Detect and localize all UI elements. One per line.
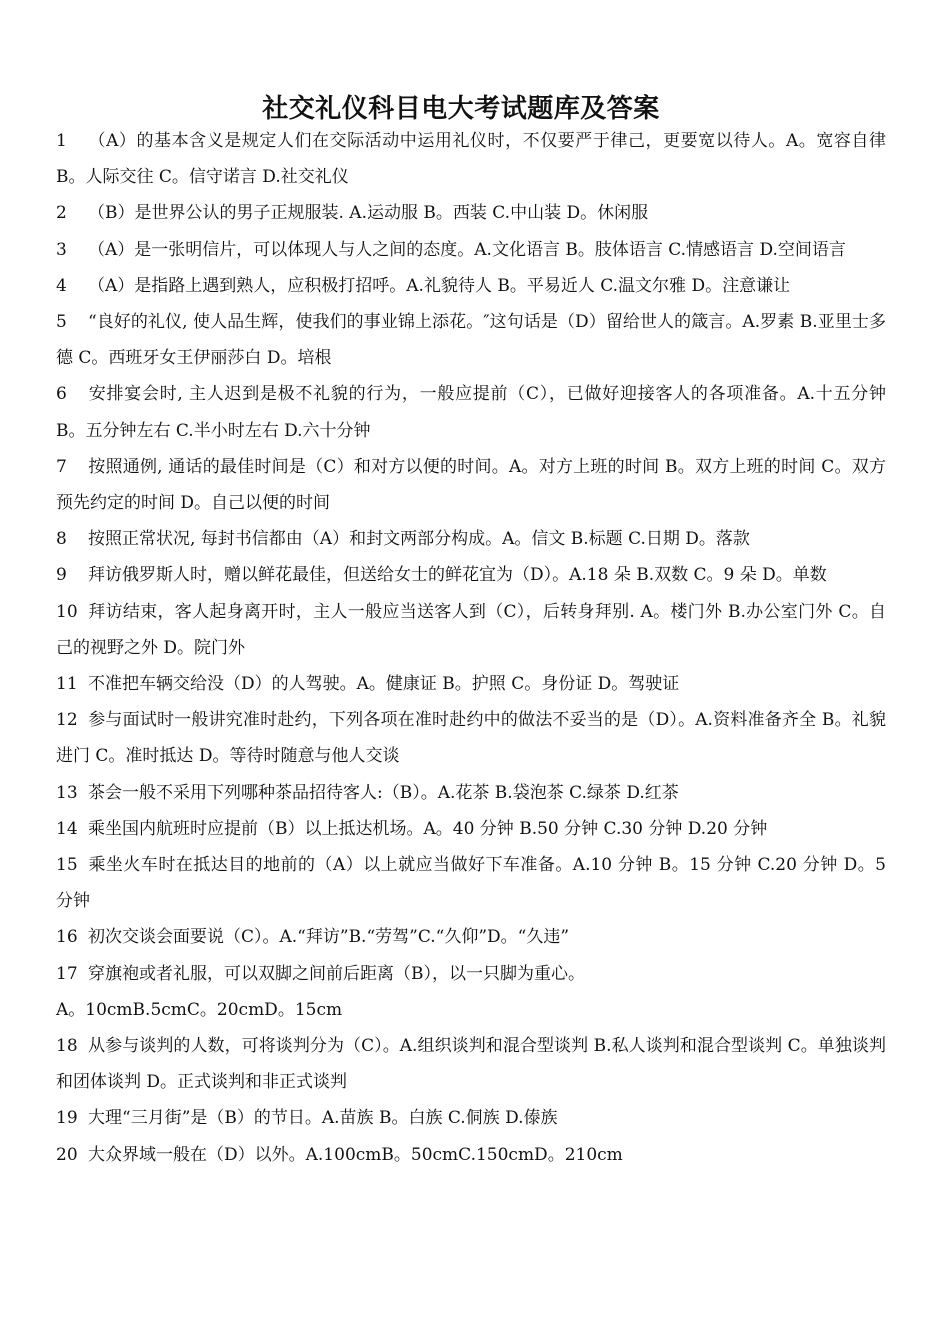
question-item [56, 847, 886, 919]
question-text: 乘坐火车时在抵达目的地前的（A）以上就应当做好下车准备。A.10 分钟 B。15 分钟 C.20 分钟 D。5 分钟 [56, 855, 886, 912]
question-text: 按照通例, 通话的最佳时间是（C）和对方以便的时间。A。对方上班的时间 B。双方上班的时间 C。双方预先约定的时间 D。自己以便的时间 [56, 456, 886, 514]
question-item [56, 521, 886, 557]
document-title: 社交礼仪科目电大考试题库及答案 [262, 94, 660, 124]
question-item [56, 449, 886, 521]
question-number: 14 [56, 818, 78, 839]
question-item [56, 811, 886, 847]
question-number: 16 [56, 927, 78, 948]
question-item [56, 919, 886, 955]
question-text: 从参与谈判的人数，可将谈判分为（C）。A.组织谈判和混合型谈判 B.私人谈判和混合型谈判 C。单独谈判和团体谈判 D。正式谈判和非正式谈判 [56, 1036, 886, 1093]
question-number: 9 [56, 565, 67, 586]
question-text: 拜访俄罗斯人时，赠以鲜花最佳，但送给女士的鲜花宜为（D）。A.18 朵 B.双数 C。9 朵 D。单数 [88, 565, 827, 586]
question-item [56, 195, 886, 231]
question-number: 6 [56, 384, 67, 405]
question-number: 17 [56, 963, 78, 984]
question-text: 穿旗袍或者礼服，可以双脚之间前后距离（B），以一只脚为重心。 [88, 963, 585, 984]
question-text: （A）的基本含义是规定人们在交际活动中运用礼仪时，不仅要严于律己，更要宽以待人。A。宽容自律 B。人际交往 C。信守诺言 D.社交礼仪 [56, 131, 886, 188]
question-text: 大理“三月街”是（B）的节日。A.苗族 B。白族 C.侗族 D.傣族 [88, 1108, 558, 1129]
question-text: 大众界域一般在（D）以外。A.100cmB。50cmC.150cmD。210cm [88, 1144, 623, 1165]
question-item [56, 304, 886, 376]
question-text: （A）是一张明信片，可以体现人与人之间的态度。A.文化语言 B。肢体语言 C.情感语言 D.空间语言 [88, 239, 846, 260]
question-text: A。10cmB.5cmC。20cmD。15cm [56, 999, 343, 1020]
question-item [56, 702, 886, 774]
question-number: 11 [56, 674, 78, 695]
question-item [56, 775, 886, 811]
question-number: 18 [56, 1036, 78, 1057]
question-text: 不准把车辆交给没（D）的人驾驶。A。健康证 B。护照 C。身份证 D。驾驶证 [88, 674, 680, 695]
question-item [56, 956, 886, 992]
question-item [56, 376, 886, 448]
question-number: 20 [56, 1144, 78, 1165]
question-text: 乘坐国内航班时应提前（B）以上抵达机场。A。40 分钟 B.50 分钟 C.30 分钟 D.20 分钟 [88, 818, 768, 839]
question-number: 5 [56, 312, 67, 333]
question-number: 13 [56, 782, 78, 803]
question-text: 安排宴会时, 主人迟到是极不礼貌的行为，一般应提前（C），已做好迎接客人的各项准备。A.十五分钟 B。五分钟左右 C.半小时左右 D.六十分钟 [56, 384, 886, 441]
question-text: 初次交谈会面要说（C）。A.“拜访”B.“劳驾”C.“久仰”D。“久违” [88, 927, 570, 948]
question-item [56, 992, 886, 1028]
question-number: 19 [56, 1108, 78, 1129]
question-text: （B）是世界公认的男子正规服装. A.运动服 B。西装 C.中山装 D。休闲服 [88, 203, 649, 224]
question-list [56, 123, 886, 1173]
question-number: 10 [56, 601, 78, 622]
question-text: 参与面试时一般讲究准时赴约，下列各项在准时赴约中的做法不妥当的是（D）。A.资料准备齐全 B。礼貌进门 C。准时抵达 D。等待时随意与他人交谈 [56, 710, 886, 767]
question-item [56, 232, 886, 268]
question-number: 15 [56, 855, 78, 876]
question-item [56, 268, 886, 304]
question-item [56, 123, 886, 195]
question-item [56, 1137, 886, 1173]
question-text: 按照正常状况, 每封书信都由（A）和封文两部分构成。A。信文 B.标题 C.日期 D。落款 [88, 529, 750, 550]
question-text: 拜访结束，客人起身离开时，主人一般应当送客人到（C），后转身拜别. A。楼门外 B.办公室门外 C。自己的视野之外 D。院门外 [56, 601, 886, 658]
question-text: “良好的礼仪, 使人品生辉，使我们的事业锦上添花。″这句话是（D）留给世人的箴言。A.罗素 B.亚里士多德 C。西班牙女王伊丽莎白 D。培根 [56, 312, 886, 369]
question-text: 茶会一般不采用下列哪种茶品招待客人:（B）。A.花茶 B.袋泡茶 C.绿茶 D.红茶 [88, 782, 679, 803]
question-item [56, 666, 886, 702]
question-item [56, 557, 886, 593]
question-item [56, 594, 886, 666]
question-number: 7 [56, 456, 67, 477]
question-number: 4 [56, 275, 67, 296]
question-number: 2 [56, 203, 67, 224]
question-number: 8 [56, 529, 67, 550]
question-number: 12 [56, 710, 78, 731]
question-item [56, 1028, 886, 1100]
question-text: （A）是指路上遇到熟人，应积极打招呼。A.礼貌待人 B。平易近人 C.温文尔雅 D。注意谦让 [88, 275, 791, 296]
question-number: 1 [56, 131, 67, 151]
question-number: 3 [56, 239, 67, 260]
question-item [56, 1100, 886, 1136]
